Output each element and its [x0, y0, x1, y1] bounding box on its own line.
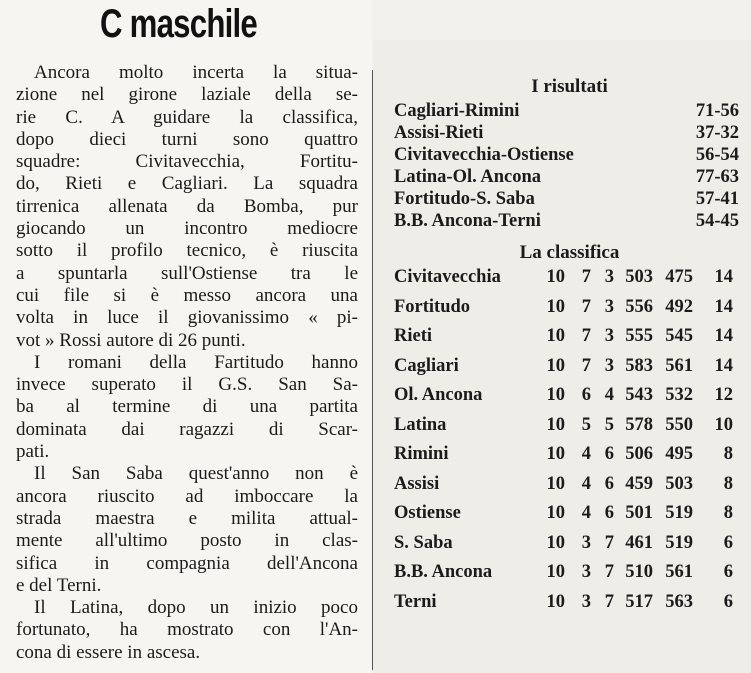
result-score: 71-56 — [695, 101, 739, 121]
standings-played: 10 — [546, 296, 565, 317]
standings-lost: 7 — [604, 562, 614, 582]
standings-team: Ol. Ancona — [394, 385, 483, 405]
article-line: e del Terni. — [16, 574, 102, 596]
standings-row — [394, 503, 739, 525]
article-line: squadre: Civitavecchia, Fortitu- — [16, 151, 358, 173]
standings-points-against: 492 — [665, 296, 693, 317]
result-score: 57-41 — [695, 189, 739, 209]
standings-won: 3 — [581, 532, 591, 553]
article-line: sotto il profilo tecnico, è riuscita — [16, 240, 358, 262]
standings-played: 10 — [546, 532, 565, 553]
standings-team: Latina — [394, 414, 447, 435]
standings-won: 7 — [581, 296, 591, 317]
standings-team: Ostiense — [394, 503, 461, 523]
standings-row — [394, 267, 739, 289]
standings-points: 10 — [714, 414, 733, 435]
article-line: pati. — [16, 441, 50, 463]
standings-team: Civitavecchia — [394, 267, 501, 287]
article-line: invece superato il G.S. San Sa- — [16, 374, 358, 396]
result-match: Assisi-Rieti — [394, 123, 484, 143]
standings-row — [394, 592, 739, 614]
result-row — [394, 211, 739, 233]
standings-lost: 3 — [604, 296, 614, 317]
article-line: giocando un incontro mediocre — [16, 218, 358, 240]
standings-points-against: 503 — [665, 473, 693, 494]
standings-points: 8 — [723, 473, 733, 494]
standings-won: 7 — [581, 326, 591, 346]
standings-won: 4 — [581, 444, 591, 464]
standings-played: 10 — [546, 267, 565, 287]
article-line: Il Latina, dopo un inizio poco — [34, 597, 358, 619]
article-line: dopo dieci turni sono quattro — [16, 128, 358, 150]
standings-points: 14 — [714, 267, 733, 287]
standings-points: 14 — [714, 326, 733, 346]
standings-points: 6 — [723, 591, 733, 612]
standings-row — [394, 474, 739, 496]
standings-played: 10 — [546, 326, 565, 346]
standings-lost: 6 — [604, 473, 614, 494]
standings-played: 10 — [546, 444, 565, 464]
standings-row — [394, 326, 739, 348]
standings-lost: 3 — [604, 267, 614, 287]
standings-points-for: 501 — [625, 503, 653, 523]
standings-points-against: 495 — [665, 444, 693, 464]
standings-points-against: 519 — [665, 532, 693, 553]
article-line: ancora riuscito ad imboccare la — [16, 485, 358, 507]
standings-played: 10 — [546, 385, 565, 405]
standings-row — [394, 385, 739, 407]
article-line: Ancora molto incerta la situa- — [34, 62, 358, 83]
standings-points-against: 561 — [665, 562, 693, 582]
article-body — [16, 62, 358, 664]
standings-team: Cagliari — [394, 355, 459, 376]
standings-lost: 3 — [604, 355, 614, 376]
standings-row — [394, 297, 739, 319]
standings-row — [394, 533, 739, 555]
result-match: Civitavecchia-Ostiense — [394, 145, 574, 165]
article-line: vot » Rossi autore di 26 punti. — [16, 329, 246, 351]
standings-played: 10 — [546, 503, 565, 523]
article-line: strada maestra e milita attual- — [16, 507, 358, 529]
standings-points-against: 545 — [665, 326, 693, 346]
standings-lost: 5 — [604, 414, 614, 435]
standings-title: La classifica — [519, 242, 620, 263]
result-match: Fortitudo-S. Saba — [394, 189, 535, 209]
standings-played: 10 — [546, 355, 565, 376]
standings-team: B.B. Ancona — [394, 562, 493, 582]
standings-team: Fortitudo — [394, 296, 471, 317]
standings-points-against: 532 — [665, 385, 693, 405]
results-title: I risultati — [531, 76, 608, 97]
standings-played: 10 — [546, 473, 565, 494]
standings-team: Rimini — [394, 444, 449, 464]
result-row — [394, 189, 739, 211]
standings-won: 6 — [581, 385, 591, 405]
article-line: do, Rieti e Cagliari. La squadra — [16, 173, 358, 195]
standings-row — [394, 444, 739, 466]
standings-lost: 4 — [604, 385, 614, 405]
standings-lost: 6 — [604, 444, 614, 464]
article-headline: C maschile — [100, 2, 257, 46]
result-row — [394, 123, 739, 145]
result-score: 54-45 — [695, 211, 739, 231]
result-score: 56-54 — [695, 145, 739, 165]
standings-points-for: 510 — [625, 562, 653, 582]
standings-points-for: 461 — [625, 532, 653, 553]
article-line: sifica in compagnia dell'Ancona — [16, 552, 358, 574]
result-match: B.B. Ancona-Terni — [394, 211, 541, 231]
standings-points-for: 517 — [625, 591, 653, 612]
standings-won: 7 — [581, 355, 591, 376]
result-row — [394, 145, 739, 167]
standings-points-for: 583 — [625, 355, 653, 376]
standings-points-against: 561 — [665, 355, 693, 376]
standings-points-against: 475 — [665, 267, 693, 287]
standings-won: 4 — [581, 473, 591, 494]
standings-points: 8 — [723, 444, 733, 464]
standings-row — [394, 415, 739, 437]
standings-points-for: 503 — [625, 267, 653, 287]
standings-team: Terni — [394, 591, 437, 612]
article-line: volta in luce il giovanissimo « pi- — [16, 307, 358, 329]
standings-points: 6 — [723, 562, 733, 582]
standings-points-for: 506 — [625, 444, 653, 464]
standings-points-against: 563 — [665, 591, 693, 612]
standings-lost: 7 — [604, 532, 614, 553]
article-line: fortunato, ha mostrato con l'An- — [16, 619, 358, 641]
article-line: tirrenica allenata da Bomba, pur — [16, 195, 358, 217]
standings-lost: 7 — [604, 591, 614, 612]
standings-points-for: 543 — [625, 385, 653, 405]
standings-points: 14 — [714, 355, 733, 376]
result-match: Latina-Ol. Ancona — [394, 167, 541, 187]
standings-points-for: 555 — [625, 326, 653, 346]
result-row — [394, 167, 739, 189]
standings-won: 5 — [581, 414, 591, 435]
article-line: zione nel girone laziale della se- — [16, 84, 358, 106]
standings-row — [394, 562, 739, 584]
standings-played: 10 — [546, 562, 565, 582]
standings-team: Assisi — [394, 473, 440, 494]
standings-lost: 6 — [604, 503, 614, 523]
result-score: 77-63 — [695, 167, 739, 187]
article-line: mente all'ultimo posto in clas- — [16, 530, 358, 552]
standings-won: 3 — [581, 591, 591, 612]
standings-points-for: 459 — [625, 473, 653, 494]
standings-points: 6 — [723, 532, 733, 553]
standings-points-against: 519 — [665, 503, 693, 523]
standings-points: 14 — [714, 296, 733, 317]
standings-row — [394, 356, 739, 378]
article-line: ba al termine di una partita — [16, 396, 358, 418]
standings-points: 12 — [714, 385, 733, 405]
standings-team: S. Saba — [394, 532, 453, 553]
article-line: dominata dai ragazzi di Scar- — [16, 418, 358, 440]
article-line: Il San Saba quest'anno non è — [34, 463, 358, 485]
standings-points-for: 578 — [625, 414, 653, 435]
result-match: Cagliari-Rimini — [394, 101, 520, 121]
standings-won: 7 — [581, 267, 591, 287]
article-line: a spuntarla sull'Ostiense tra le — [16, 262, 358, 284]
standings-points-for: 556 — [625, 296, 653, 317]
standings-won: 4 — [581, 503, 591, 523]
result-score: 37-32 — [695, 123, 739, 143]
article-line: cui file si è messo ancora una — [16, 284, 358, 306]
standings-points: 8 — [723, 503, 733, 523]
standings-won: 3 — [581, 562, 591, 582]
standings-lost: 3 — [604, 326, 614, 346]
article-line: rie C. A guidare la classifica, — [16, 106, 358, 128]
standings-team: Rieti — [394, 326, 433, 346]
standings-played: 10 — [546, 591, 565, 612]
article-line: cona di essere in ascesa. — [16, 641, 201, 663]
result-row — [394, 101, 739, 123]
article-line: I romani della Fartitudo hanno — [34, 351, 358, 373]
standings-played: 10 — [546, 414, 565, 435]
standings-points-against: 550 — [665, 414, 693, 435]
